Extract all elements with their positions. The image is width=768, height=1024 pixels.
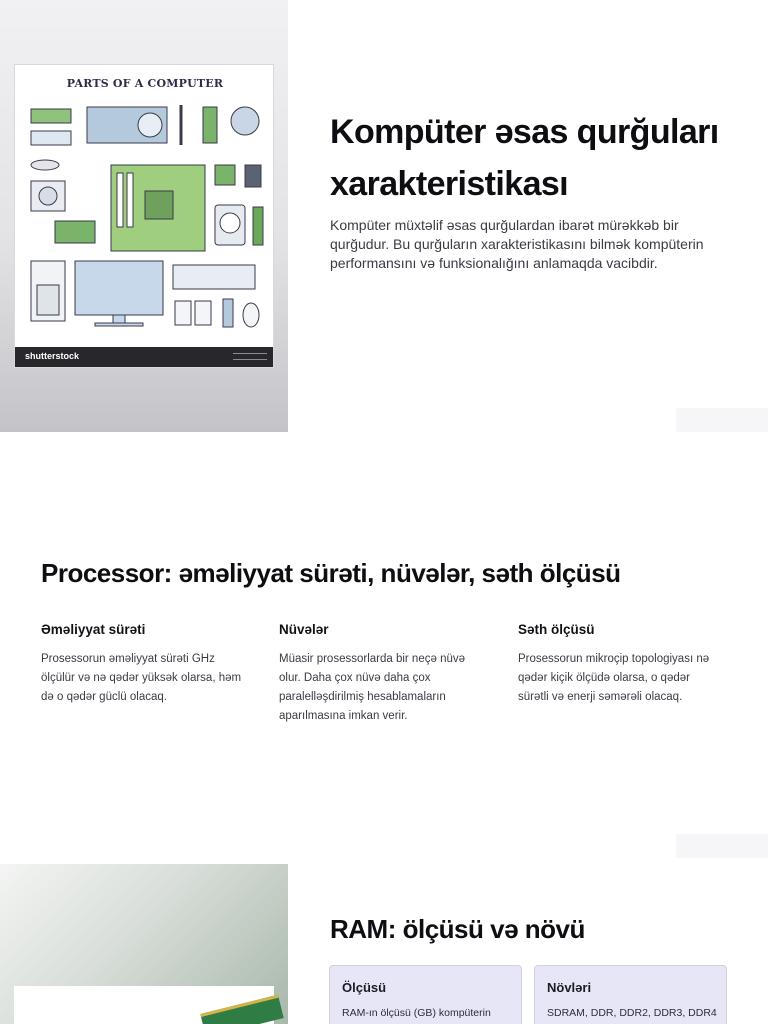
ram-photo [14, 986, 274, 1024]
feature-process-size [518, 622, 723, 707]
feature-text: Prosessorun əməliyyat sürəti GHz ölçülür və nə qədər yüksək olarsa, həm də o qədər güclü olacaq. [41, 653, 242, 703]
hero-description: Kompüter müxtəlif əsas qurğulardan ibarət mürəkkəb bir qurğudur. Bu qurğuların xarakteristikasını bilmək kompüterin performansını və funksionalığını anlamaqda vacibdir. [330, 217, 704, 271]
poster-title: PARTS OF A COMPUTER [66, 77, 224, 90]
ram-image-panel [0, 864, 288, 1024]
hero-image-panel [0, 0, 288, 432]
ram-title: RAM: ölçüsü və növü [330, 914, 585, 944]
feature-title: Nüvələr [279, 622, 329, 637]
ram-size-card [329, 965, 522, 1024]
page-title: Kompüter əsas qurğuları xarakteristikası [330, 113, 719, 203]
ram-types-card [534, 965, 727, 1024]
card-text: SDRAM, DDR, DDR2, DDR3, DDR4 [547, 1007, 717, 1019]
card-title: Növləri [547, 980, 592, 995]
feature-text: Prosessorun mikroçip topologiyası nə qədər kiçik ölçüdə olarsa, o qədər sürətli və enerji səmərəli olacaq. [518, 653, 710, 703]
card-text: RAM-ın ölçüsü (GB) kompüterin [342, 1007, 491, 1019]
feature-title: Səth ölçüsü [518, 622, 595, 637]
computer-parts-illustration [25, 95, 265, 347]
decorative-fade [676, 408, 768, 432]
card-title: Ölçüsü [342, 980, 387, 995]
feature-cores [279, 622, 479, 726]
decorative-fade [676, 834, 768, 858]
shutterstock-watermark: shutterstock [25, 351, 80, 361]
ram-section [0, 864, 768, 1024]
computer-parts-poster [14, 64, 274, 368]
feature-speed [41, 622, 251, 707]
feature-text: Müasir prosessorlarda bir neçə nüvə olur. Daha çox nüvə daha çox paralelləşdirilmiş hesablamaların aparılmasına imkan verir. [279, 653, 466, 722]
ram-module-image [200, 995, 283, 1024]
processor-title: Processor: əməliyyat sürəti, nüvələr, səth ölçüsü [41, 558, 621, 588]
poster-watermark-bar [15, 347, 274, 367]
stock-fineprint [233, 353, 267, 360]
hero-section [0, 0, 768, 432]
feature-title: Əməliyyat sürəti [41, 622, 146, 637]
